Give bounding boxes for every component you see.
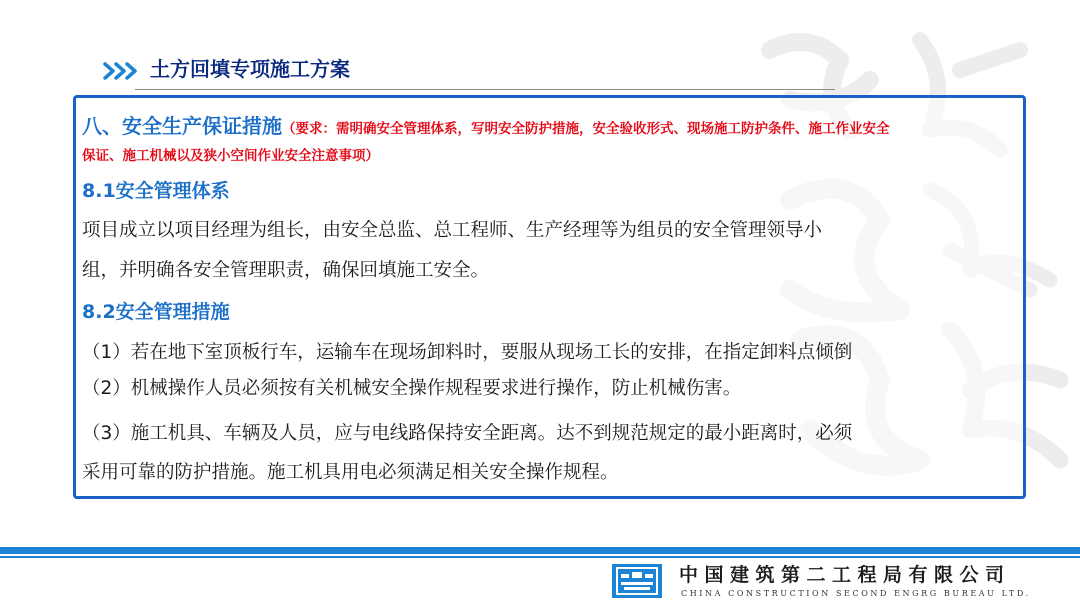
section-requirement-line1: （要求：需明确安全管理体系，写明安全防护措施，安全验收形式、现场施工防护条件、施工作业安全 xyxy=(282,121,890,137)
paragraph-line: 采用可靠的防护措施。施工机具用电必须满足相关安全操作规程。 xyxy=(82,462,619,483)
page-title: 土方回填专项施工方案 xyxy=(150,57,350,81)
subsection-title-8-2: 8.2安全管理措施 xyxy=(82,301,230,323)
paragraph-line: （2）机械操作人员必须按有关机械安全操作规程要求进行操作，防止机械伤害。 xyxy=(82,378,742,399)
section-requirement-line2: 保证、施工机械以及狭小空间作业安全注意事项） xyxy=(82,148,379,164)
footer-bar xyxy=(0,547,1080,554)
cscec-logo-icon xyxy=(612,564,662,598)
chevron-right-icon xyxy=(103,60,143,82)
paragraph-line: 项目成立以项目经理为组长，由安全总监、总工程师、生产经理等为组员的安全管理领导小 xyxy=(82,220,823,241)
header-divider xyxy=(135,89,835,90)
company-name-en: CHINA CONSTRUCTION SECOND ENGRG BUREAU LTD. xyxy=(681,589,1031,598)
subsection-title-8-1: 8.1安全管理体系 xyxy=(82,180,230,202)
paragraph-line: （3）施工机具、车辆及人员，应与电线路保持安全距离。达不到规范规定的最小距离时，必须 xyxy=(82,423,853,444)
paragraph-line: 组，并明确各安全管理职责，确保回填施工安全。 xyxy=(82,260,490,281)
paragraph-line: （1）若在地下室顶板行车，运输车在现场卸料时，要服从现场工长的安排，在指定卸料点倾倒 xyxy=(82,342,853,363)
company-name-cn: 中国建筑第二工程局有限公司 xyxy=(679,564,1011,586)
section-title: 八、安全生产保证措施 xyxy=(82,114,282,138)
section-heading xyxy=(82,111,1027,144)
footer-bar-thin xyxy=(0,556,1080,558)
